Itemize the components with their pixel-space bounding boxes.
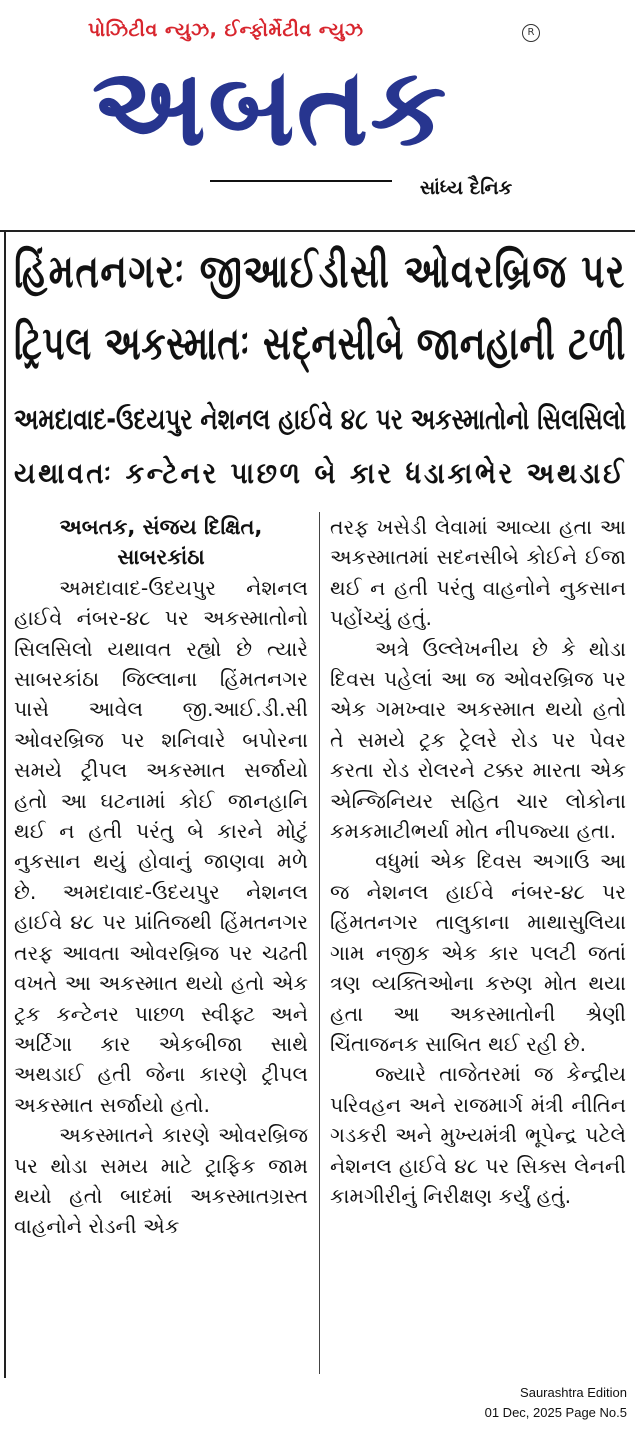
byline	[14, 512, 308, 573]
article-column-left	[14, 512, 308, 1372]
article-top-border	[0, 230, 635, 232]
subheadline-line-1: અમદાવાદ-ઉદયપુર નેશનલ હાઈવે ૪૮ પર અકસ્માતોનો સિલસિલો	[14, 402, 627, 436]
byline-author: અબતક, સંજય દિક્ષિત,	[59, 515, 263, 539]
byline-location: સાબરકાંઠા	[117, 545, 205, 570]
paragraph: અમદાવાદ-ઉદયપુર નેશનલ હાઈવે નંબર-૪૮ પર અકસ્માતોનો સિલસિલો યથાવત રહ્યો છે ત્યારે સાબરકાંઠા જિલ્લાના હિંમતનગર પાસે આવેલ જી.આઈ.ડી.સી ઓવરબ્રિજ પર શનિવારે બપોરના સમયે ટ્રીપલ અકસ્માત સર્જાયો હતો આ ઘટનામાં કોઈ જાનહાનિ થઈ ન હતી પરંતુ બે કારને મોટું નુકસાન થયું હોવાનું જાણવા મળે છે. અમદાવાદ-ઉદયપુર નેશનલ હાઈવે ૪૮ પર પ્રાંતિજથી હિંમતનગર તરફ આવતા ઓવરબ્રિજ પર ચઢતી વખતે આ અકસ્માત થયો હતો એક ટ્રક કન્ટેનર પાછળ સ્વીફ્ટ અને અર્ટિગા કાર એકબીજા સાથે અથડાઈ હતી જેના કારણે ટ્રીપલ અકસ્માત સર્જાયો હતો.	[14, 575, 308, 1117]
masthead	[0, 0, 635, 205]
tagline: પોઝિટીવ ન્યુઝ, ઈન્ફોર્મેટીવ ન્યુઝ	[88, 19, 364, 41]
paragraph: જ્યારે તાજેતરમાં જ કેન્દ્રીય પરિવહન અને રાજમાર્ગ મંત્રી નીતિન ગડકરી અને મુખ્યમંત્રી ભૂપેન્દ્ર પટેલે નેશનલ હાઈવે ૪૮ પર સિક્સ લેનની કામગીરીનું નિરીક્ષણ કર્યું હતું.	[330, 1062, 626, 1208]
newspaper-logo: અબતક	[92, 45, 449, 170]
paragraph: વધુમાં એક દિવસ અગાઉ આ જ નેશનલ હાઈવે નંબર-૪૮ પર હિંમતનગર તાલુકાના માથાસુલિયા ગામ નજીક એક કાર પલટી જતાં ત્રણ વ્યક્તિઓના કરુણ મોત થયા હતા આ અકસ્માતોની શ્રેણી ચિંતાજનક સાબિત થઈ રહી છે.	[330, 849, 626, 1056]
paragraph: અત્રે ઉલ્લેખનીય છે કે થોડા દિવસ પહેલાં આ જ ઓવરબ્રિજ પર એક ગમખ્વાર અકસ્માત થયો હતો તે સમયે ટ્રક ટ્રેલરે રોડ પર પેવર કરતા રોડ રોલરને ટક્કર મારતા એક એન્જિનિયર સહિત ચાર લોકોના કમકમાટીભર્યા મોત નીપજ્યા હતા.	[330, 636, 626, 844]
column-divider	[319, 512, 320, 1374]
headline-line-2: ટ્રિપલ અકસ્માતઃ સદ્નસીબે જાનહાની ટળી	[14, 316, 627, 370]
edition-name: Saurashtra Edition	[520, 1385, 627, 1400]
headline-line-1: હિંમતનગરઃ જીઆઈડીસી ઓવરબ્રિજ પર	[14, 244, 626, 298]
page-footer	[427, 1383, 627, 1423]
paragraph: તરફ ખસેડી લેવામાં આવ્યા હતા આ અકસ્માતમાં સદનસીબે કોઈને ઈજા થઈ ન હતી પરંતુ વાહનોને નુકસાન પહોંચ્યું હતું.	[330, 515, 626, 631]
article-left-border	[4, 230, 6, 1378]
registered-mark-icon: R	[522, 24, 540, 42]
edition-type: સાંધ્ય દૈનિક	[392, 174, 540, 202]
subheadline-line-2: યથાવતઃ કન્ટેનર પાછળ બે કાર ધડાકાભેર અથડાઈ	[14, 456, 627, 490]
paragraph: અકસ્માતને કારણે ઓવરબ્રિજ પર થોડા સમય માટે ટ્રાફિક જામ થયો હતો બાદમાં અકસ્માતગ્રસ્ત વાહનોને રોડની એક	[14, 1123, 308, 1239]
article-column-right	[330, 512, 626, 1372]
date-page-number: 01 Dec, 2025 Page No.5	[484, 1405, 627, 1420]
